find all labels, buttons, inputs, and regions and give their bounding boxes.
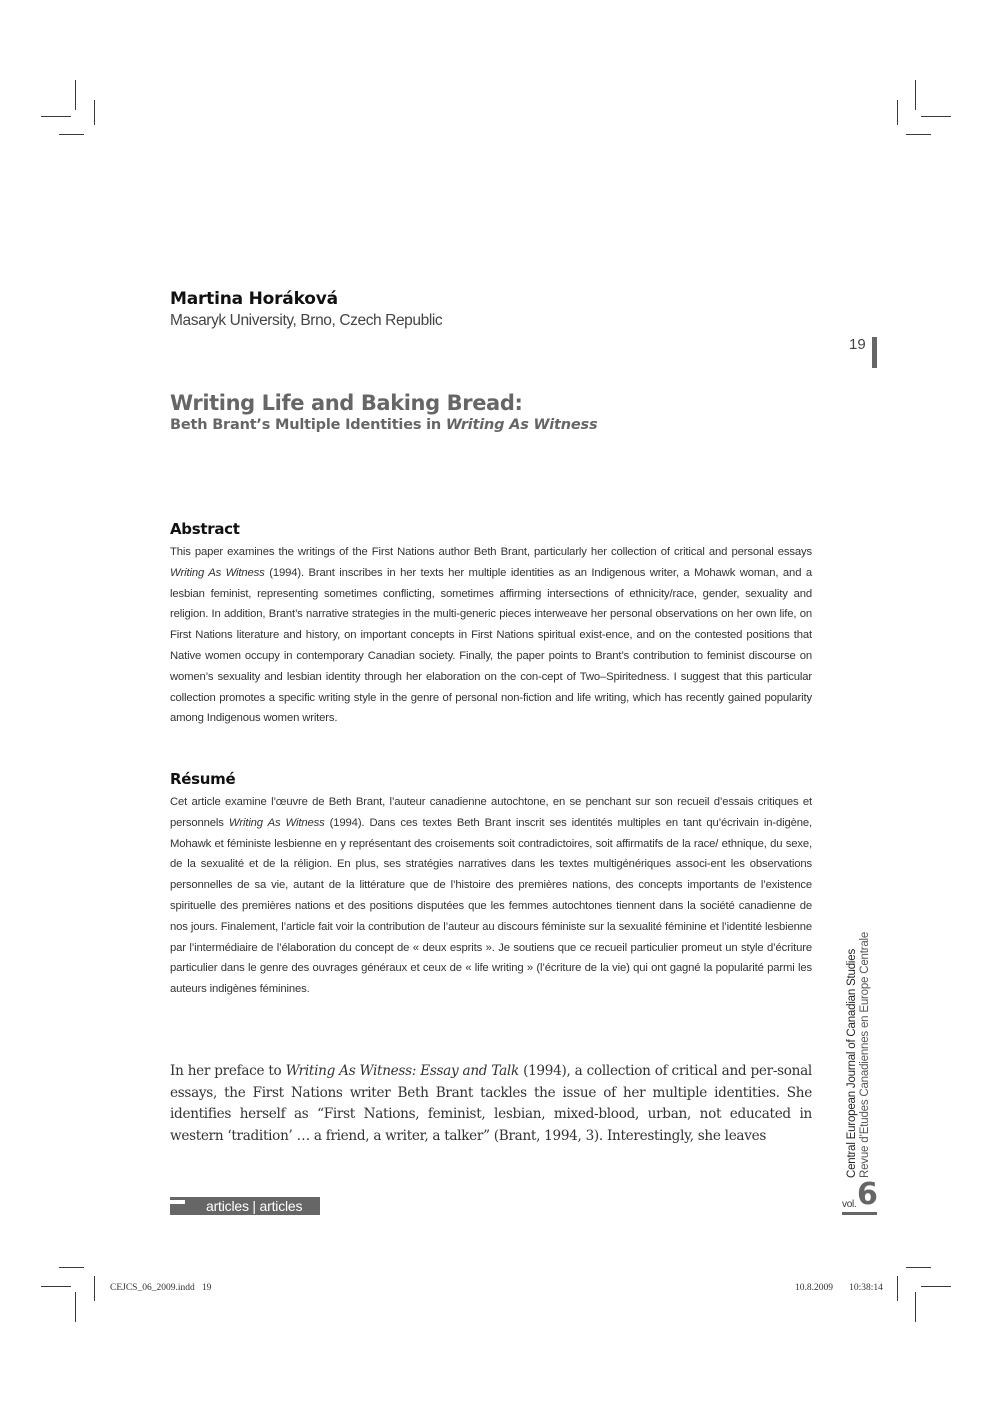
- abstract-heading: Abstract: [170, 520, 240, 538]
- crop-mark: [41, 1286, 71, 1287]
- volume-label: vol.: [842, 1199, 857, 1210]
- volume-underline: [842, 1212, 877, 1215]
- crop-mark: [59, 134, 84, 135]
- body-text-part: (1994), a collection of critical and per-sonal essays, the First Nations writer Beth Brant tackles the issue of her multiple identities. She identifies herself as “First Nations, feminist, lesbian, mixed-blood, urban, not educated in western ‘tradition’ … a friend, a writer, a talker” (Brant, 1994, 3). Interestingly, she leaves: [170, 1063, 812, 1144]
- abstract-text-part: This paper examines the writings of the First Nations author Beth Brant, particularly her collection of critical and personal essays: [170, 546, 812, 558]
- author-name: Martina Horáková: [170, 289, 338, 309]
- author-affiliation: Masaryk University, Brno, Czech Republic: [170, 312, 443, 329]
- journal-title-fr: Revue d’Etudes Canadiennes en Europe Centrale: [859, 931, 871, 1178]
- crop-mark: [75, 80, 76, 110]
- resume-text-part: Cet article examine l’œuvre de Beth Brant, l’auteur canadienne autochtone, en se penchant sur son recueil d’essais critiques et personnels: [170, 796, 812, 829]
- resume-text: [170, 792, 812, 1000]
- crop-mark: [897, 100, 898, 125]
- crop-mark: [915, 1292, 916, 1322]
- section-tag-label: articles | articles: [206, 1198, 303, 1214]
- body-text-part: In her preface to: [170, 1063, 286, 1079]
- crop-mark: [906, 134, 931, 135]
- article-title: Writing Life and Baking Bread:: [170, 391, 523, 415]
- page-number-bar: [872, 337, 877, 368]
- subtitle-book-title: Writing As Witness: [445, 417, 598, 433]
- crop-mark: [915, 80, 916, 110]
- section-tag-notch: [170, 1200, 185, 1204]
- abstract-book-title: Writing As Witness: [170, 566, 265, 579]
- crop-mark: [94, 100, 95, 125]
- resume-heading: Résumé: [170, 770, 236, 788]
- body-book-title: Writing As Witness: Essay and Talk: [285, 1063, 519, 1079]
- article-subtitle: [170, 417, 597, 433]
- crop-mark: [921, 1286, 951, 1287]
- journal-title-vertical: [846, 932, 872, 1178]
- resume-text-part: (1994). Dans ces textes Beth Brant inscrit ses identités multiples en tant qu’écrivain in-digène, Mohawk et féministe lesbienne en y représentant des croisements soit contradictoires, soit affirmatifs de la race/ ethnique, du sexe, de la sexualité et de la réligion. En plus, ses stratégies narratives dans les textes multigénériques associ-ent les observations personnelles de sa vie, autant de la littérature que de l’histoire des premières nations, des concepts importants de l’existence spirituelle des premières nations et des positions disputées que les femmes autochtones tiennent dans la société canadienne de nos jours. Finalement, l’article fait voir la contribution de l’auteur au discours féministe sur la sexualité féminine et l’identité lesbienne par l’intermédiaire de l’élaboration du concept de « deux esprits ». Je soutiens que ce recueil particulier promeut un style d’écriture particulier dans le genre des ouvrages généraux et ceux de « life writing » (l’écriture de la vie) qui ont gagné la popularité parmi les auteurs indigènes féminines.: [170, 816, 812, 996]
- crop-mark: [41, 116, 71, 117]
- crop-mark: [75, 1292, 76, 1322]
- crop-mark: [906, 1267, 931, 1268]
- page-number: 19: [849, 336, 866, 353]
- crop-mark: [59, 1267, 84, 1268]
- abstract-text-part: (1994). Brant inscribes in her texts her multiple identities as an Indigenous writer, a Mohawk woman, and a lesbian feminist, representing sometimes conflicting, sometimes affirming intersections of ethnicity/race, gender, sexuality and religion. In addition, Brant’s narrative strategies in the multi-generic pieces interweave her personal observations on her own life, on First Nations literature and history, on important concepts in First Nations spiritual exist-ence, and on the contested positions that Native women occupy in contemporary Canadian society. Finally, the paper points to Brant’s contribution to feminist discourse on women’s sexuality and lesbian identity through her elaboration on the con-cept of Two–Spiritedness. I suggest that this particular collection promotes a specific writing style in the genre of personal non-fiction and life writing, which has recently gained popularity among Indigenous women writers.: [170, 566, 812, 725]
- journal-title-en: Central European Journal of Canadian Studies: [846, 948, 858, 1178]
- volume-number: 6: [857, 1177, 878, 1212]
- crop-mark: [94, 1276, 95, 1301]
- resume-book-title: Writing As Witness: [228, 816, 325, 829]
- subtitle-text: Beth Brant’s Multiple Identities in: [170, 417, 446, 433]
- print-slug-timestamp: 10.8.2009 10:38:14: [795, 1283, 883, 1293]
- section-tag: [170, 1197, 320, 1215]
- body-paragraph: [170, 1061, 812, 1147]
- crop-mark: [897, 1276, 898, 1301]
- print-slug-file: CEJCS_06_2009.indd 19: [110, 1283, 212, 1293]
- crop-mark: [921, 116, 951, 117]
- abstract-text: [170, 542, 812, 729]
